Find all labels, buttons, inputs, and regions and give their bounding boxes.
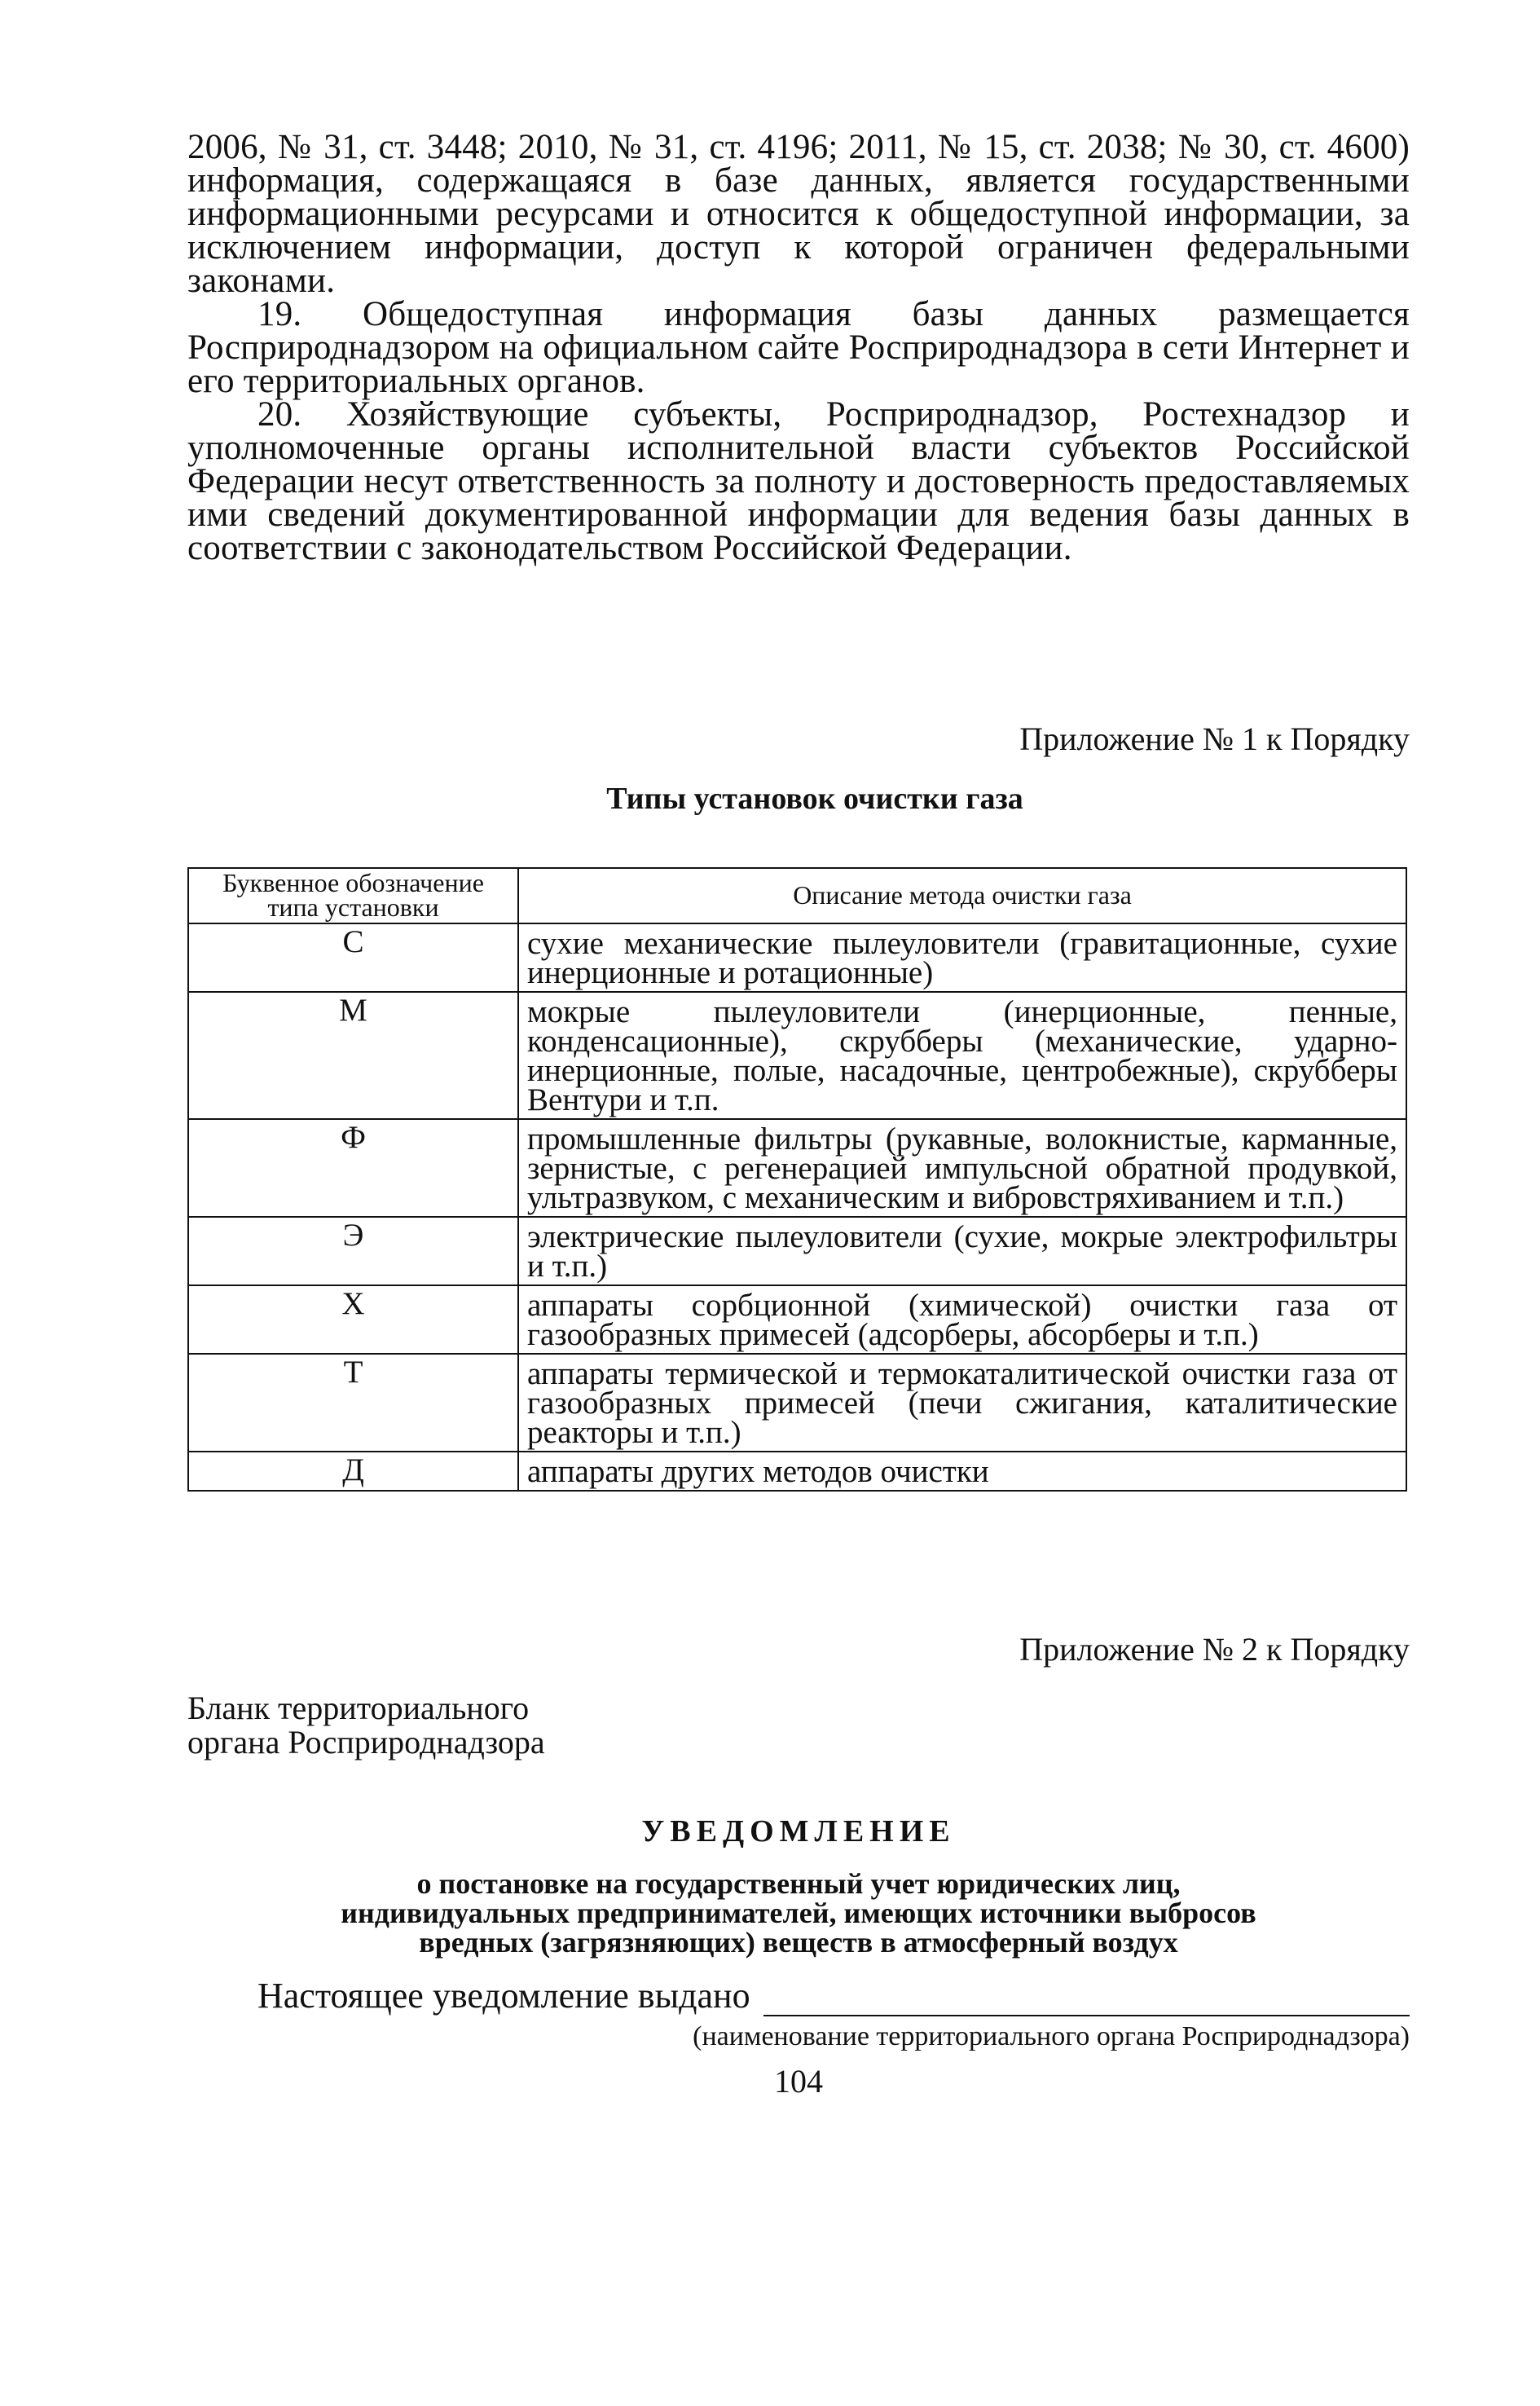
- header-description: Описание метода очистки газа: [518, 868, 1406, 923]
- header-code: Буквенное обозначение типа установки: [188, 868, 518, 923]
- table-row: [188, 1452, 1406, 1491]
- appendix-1-title: Типы установок очистки газа: [606, 782, 1023, 816]
- document-page: [187, 130, 1410, 2100]
- row-code: Т: [188, 1354, 518, 1452]
- paragraph-18-continuation: 2006, № 31, ст. 3448; 2010, № 31, ст. 4196; 2011, № 15, ст. 2038; № 30, ст. 4600) информация, содержащаяся в базе данных, является государственными информационными ресурсами и относится к общедоступной информации, за исключением информации, доступ к которой ограничен федеральными законами.: [187, 128, 1410, 300]
- paragraph-20: 20. Хозяйствующие субъекты, Росприроднадзор, Ростехнадзор и уполномоченные органы исполнительной власти субъектов Российской Федерации несут ответственность за полноту и достоверность предоставляемых ими сведений документированной информации для ведения базы данных в соответствии с законодательством Российской Федерации.: [187, 395, 1410, 567]
- appendix-2-label: Приложение № 2 к Порядку: [1019, 1631, 1410, 1668]
- gas-cleaning-types-table: [187, 867, 1407, 1492]
- paragraph-19: 19. Общедоступная информация базы данных размещается Росприроднадзором на официальном сайте Росприроднадзора в сети Интернет и его территориальных органов.: [187, 295, 1410, 400]
- row-description: электрические пылеуловители (сухие, мокрые электрофильтры и т.п.): [518, 1217, 1406, 1285]
- notice-title: УВЕДОМЛЕНИЕ: [641, 1814, 956, 1849]
- appendix-1-label: Приложение № 1 к Порядку: [1019, 720, 1410, 757]
- table-row: [188, 992, 1406, 1119]
- letterhead-line-1: Бланк территориального: [187, 1690, 530, 1726]
- row-code: Ф: [188, 1119, 518, 1217]
- row-description: сухие механические пылеуловители (гравитационные, сухие инерционные и ротационные): [518, 923, 1406, 992]
- issued-to-label: Настоящее уведомление выдано: [257, 1976, 750, 2016]
- row-code: Э: [188, 1217, 518, 1285]
- row-code: М: [188, 992, 518, 1119]
- table-row: [188, 1119, 1406, 1217]
- row-description: аппараты других методов очистки: [518, 1452, 1406, 1491]
- issued-to-blank: [763, 1985, 1410, 2016]
- table-row: [188, 1354, 1406, 1452]
- table-row: [188, 1285, 1406, 1354]
- row-code: Х: [188, 1285, 518, 1354]
- row-description: аппараты термической и термокаталитической очистки газа от газообразных примесей (печи сжигания, каталитические реакторы и т.п.): [518, 1354, 1406, 1452]
- notice-subtitle: [187, 1869, 1410, 1957]
- row-description: мокрые пылеуловители (инерционные, пенные, конденсационные), скрубберы (механические, ударно-инерционные, полые, насадочные, центробежные), скрубберы Вентури и т.п.: [518, 992, 1406, 1119]
- row-description: промышленные фильтры (рукавные, волокнистые, карманные, зернистые, с регенерацией импульсной обратной продувкой, ультразвуком, с механическим и вибровстряхиванием и т.п.): [518, 1119, 1406, 1217]
- table-row: [188, 923, 1406, 992]
- row-code: С: [188, 923, 518, 992]
- row-code: Д: [188, 1452, 518, 1491]
- notice-subtitle-line-1: о постановке на государственный учет юридических лиц,: [416, 1867, 1181, 1900]
- issued-to-line: [187, 1975, 1410, 2016]
- table-header-row: [188, 868, 1406, 923]
- letterhead-line-2: органа Росприроднадзора: [187, 1724, 545, 1760]
- notice-subtitle-line-2: индивидуальных предпринимателей, имеющих источники выбросов: [341, 1897, 1256, 1929]
- table-row: [188, 1217, 1406, 1285]
- page-number: 104: [774, 2063, 823, 2100]
- issued-to-caption: (наименование территориального органа Росприроднадзора): [693, 2021, 1410, 2051]
- row-description: аппараты сорбционной (химической) очистки газа от газообразных примесей (адсорберы, абсорберы и т.п.): [518, 1285, 1406, 1354]
- notice-subtitle-line-3: вредных (загрязняющих) веществ в атмосферный воздух: [419, 1926, 1178, 1959]
- letterhead-blank-label: [187, 1691, 1410, 1760]
